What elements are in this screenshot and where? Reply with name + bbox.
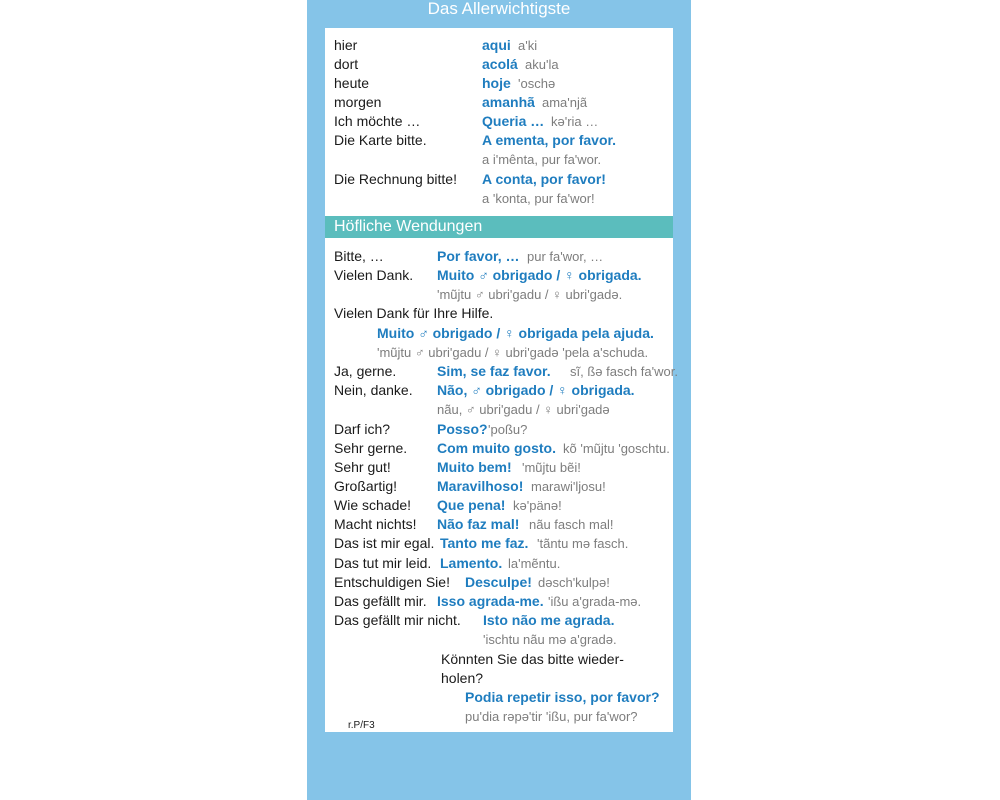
essential-de: Ich möchte … [334,113,421,129]
phrase-phonetic: kə'pänə! [513,498,562,513]
phrase-de: Sehr gerne. [334,440,408,456]
phrase-phonetic: marawi'ljosu! [531,479,606,494]
phrase-pt: Lamento. [440,555,503,571]
essential-de: Die Rechnung bitte! [334,171,457,187]
phrase-de: Darf ich? [334,421,391,437]
essential-de: Die Karte bitte. [334,132,427,148]
phrase-de: Das gefällt mir. [334,593,427,609]
phrase-pt: Podia repetir isso, por favor? [465,689,660,705]
phrase-pt: Muito ♂ obrigado / ♀ obrigada. [437,267,642,283]
phrase-phonetic: nãu fasch mal! [529,517,614,532]
phrase-pt: Posso? [437,421,488,437]
phrase-de-continued: holen? [441,670,484,686]
phrase-phonetic: sĩ, ßə fasch fa'wor. [570,364,678,379]
phrase-de: Wie schade! [334,497,412,513]
phrase-phonetic: kõ 'mũjtu 'goschtu. [563,441,670,456]
phrase-phonetic: nãu, ♂ ubri'gadu / ♀ ubri'gadə [437,402,610,417]
phrase-pt: Que pena! [437,497,506,513]
essential-phonetic: a i'mênta, pur fa'wor. [482,152,602,167]
page-code: r.P/F3 [348,720,375,731]
phrase-de: Großartig! [334,478,398,494]
phrase-de: Entschuldigen Sie! [334,574,450,590]
phrase-phonetic: 'ißu a'grada-mə. [548,594,642,609]
phrase-phonetic: 'tãntu mə fasch. [537,536,629,551]
phrase-phonetic: 'mũjtu ♂ ubri'gadu / ♀ ubri'gadə. [437,287,623,302]
phrase-pt: Isso agrada-me. [437,593,544,609]
phrasebook-card [307,0,691,800]
phrase-de: Das tut mir leid. [334,555,432,571]
essential-phonetic: 'oschə [518,76,556,91]
phrase-de: Macht nichts! [334,516,417,532]
essential-pt: aqui [482,37,511,53]
content-panel [325,28,678,732]
phrase-phonetic: 'ischtu nãu mə a'gradə. [483,632,617,647]
phrase-pt: Desculpe! [465,574,532,590]
essential-pt: Queria … [482,113,545,129]
phrase-phonetic: pur fa'wor, … [527,249,604,264]
phrase-phonetic: la'mẽntu. [508,556,561,571]
phrase-pt: Tanto me faz. [440,535,529,551]
phrase-phonetic: pu'dia rəpə'tir 'ißu, pur fa'wor? [465,709,638,724]
phrase-pt: Não faz mal! [437,516,520,532]
essential-de: morgen [334,94,382,110]
card-title: Das Allerwichtigste [427,0,571,18]
phrase-de: Das ist mir egal. [334,535,435,551]
phrase-de: Bitte, … [334,248,384,264]
phrase-de: Das gefällt mir nicht. [334,612,461,628]
phrase-de: Ja, gerne. [334,363,397,379]
phrase-pt: Sim, se faz favor. [437,363,551,379]
essential-pt: acolá [482,56,518,72]
essential-pt: A ementa, por favor. [482,132,617,148]
phrase-pt: Por favor, … [437,248,520,264]
section-heading: Höfliche Wendungen [325,216,673,238]
phrase-de: Könnten Sie das bitte wieder- [441,651,624,667]
essential-de: heute [334,75,370,91]
phrase-pt: Com muito gosto. [437,440,556,456]
essential-pt: hoje [482,75,511,91]
phrase-phonetic: 'mũjtu bẽi! [522,460,581,475]
phrase-phonetic: dəsch'kulpə! [538,575,610,590]
phrase-de: Vielen Dank für Ihre Hilfe. [334,305,494,321]
phrase-de: Sehr gut! [334,459,391,475]
essential-phonetic: a'ki [518,38,538,53]
essential-pt: amanhã [482,94,535,110]
phrase-de: Vielen Dank. [334,267,414,283]
essential-de: hier [334,37,358,53]
phrase-pt: Não, ♂ obrigado / ♀ obrigada. [437,382,635,398]
phrase-pt: Isto não me agrada. [483,612,615,628]
phrase-de: Nein, danke. [334,382,413,398]
essential-pt: A conta, por favor! [482,171,606,187]
phrase-pt: Muito bem! [437,459,512,475]
phrase-pt: Muito ♂ obrigado / ♀ obrigada pela ajuda. [377,325,654,341]
essential-de: dort [334,56,359,72]
essential-phonetic: a 'konta, pur fa'wor! [482,191,595,206]
phrase-phonetic: 'poßu? [488,422,528,437]
essential-phonetic: ama'njã [542,95,588,110]
phrase-phonetic: 'mũjtu ♂ ubri'gadu / ♀ ubri'gadə 'pela a'schuda. [377,345,649,360]
essential-phonetic: aku'la [525,57,559,72]
essential-phonetic: kə'ria … [551,114,599,129]
phrase-pt: Maravilhoso! [437,478,524,494]
